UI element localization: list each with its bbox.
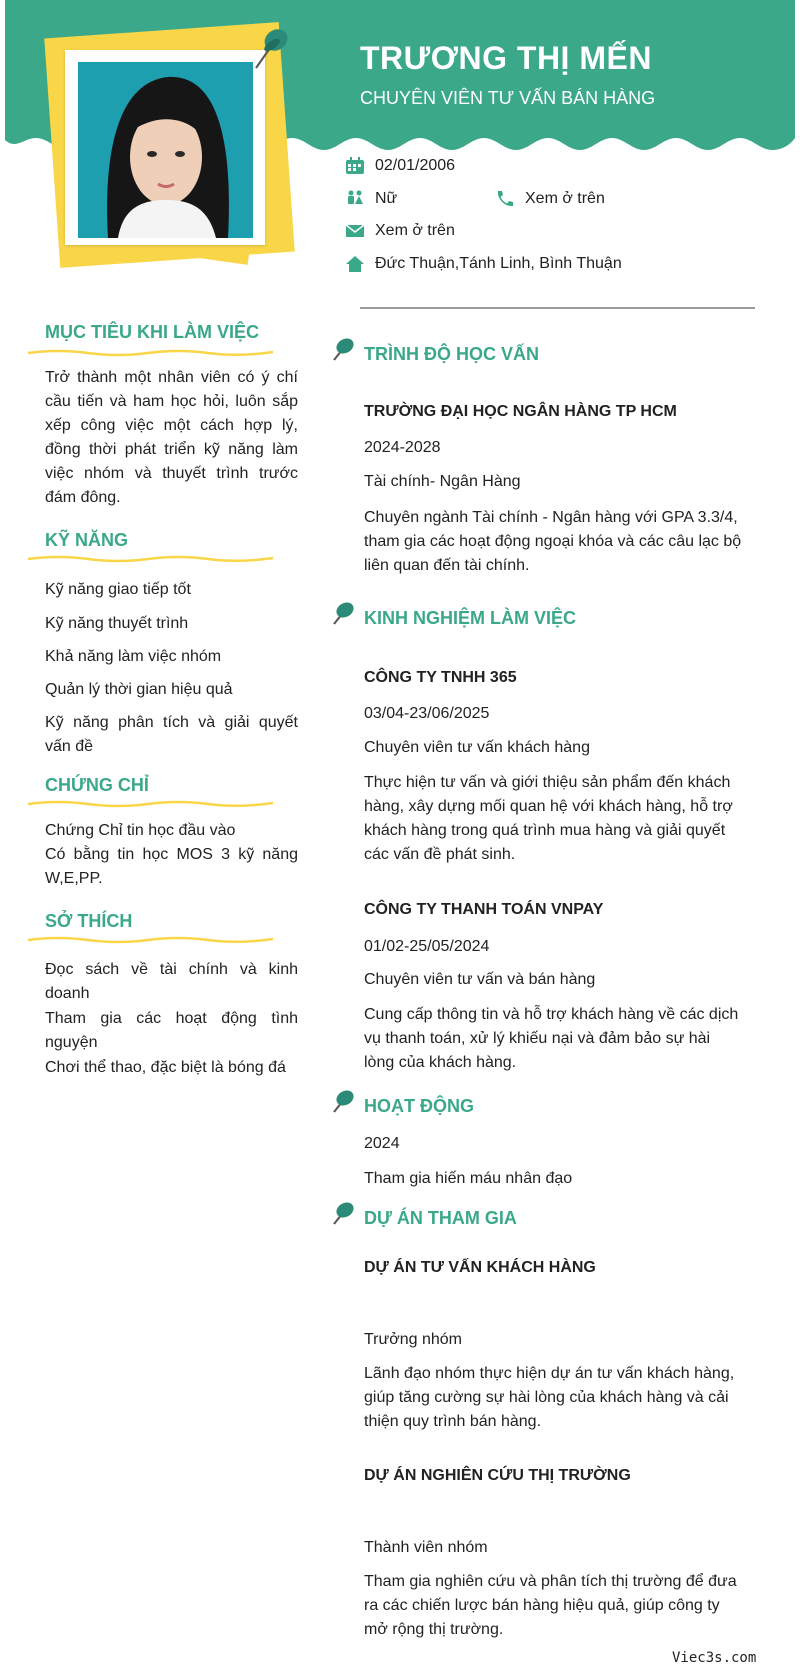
job-role: Chuyên viên tư vấn khách hàng [364,739,590,756]
calendar-icon [345,157,365,175]
profile-photo [78,62,253,238]
job-desc: Cung cấp thông tin và hỗ trợ khách hàng về các dịch vụ thanh toán, xử lý khiếu nại và đảm bảo sự hài lòng của khách hàng. [364,1006,739,1071]
education-desc: Chuyên ngành Tài chính - Ngân hàng với GPA 3.3/4, tham gia các hoạt động ngoại khóa và các câu lạc bộ liên quan đến tài chính. [364,509,742,574]
hobby-item: Chơi thể thao, đặc biệt là bóng đá [45,1059,286,1076]
project-role: Trưởng nhóm [364,1331,462,1348]
email-value: Xem ở trên [375,222,455,239]
email-row [345,222,455,240]
section-underline [28,935,273,945]
job-role: Chuyên viên tư vấn và bán hàng [364,971,596,988]
pushpin-icon [330,600,356,628]
skill-item: Kỹ năng thuyết trình [45,615,189,632]
pushpin-icon [250,24,290,74]
skills-section [45,530,298,551]
phone-value: Xem ở trên [525,190,605,207]
company-name: CÔNG TY THANH TOÁN VNPAY [364,901,604,918]
section-underline [28,348,273,358]
address-value: Đức Thuận,Tánh Linh, Bình Thuận [375,255,622,272]
objective-section [45,322,298,343]
objective-text: Trở thành một nhân viên có ý chí cầu tiến và ham học hỏi, luôn sắp xếp công việc một cách hợp lý, đồng thời phát triển kỹ năng làm việc nhóm và thuyết trình trước đám đông. [45,369,298,506]
gender-icon [345,190,365,208]
job-desc: Thực hiện tư vấn và giới thiệu sản phẩm đến khách hàng, xây dựng mối quan hệ với khách hàng, hỗ trợ khách hàng trong quá trình mua hàng và giải quyết các vấn đề phát sinh. [364,774,733,863]
section-title: KỸ NĂNG [45,530,129,550]
cert-item: Chứng Chỉ tin học đầu vào [45,822,236,839]
section-title: CHỨNG CHỈ [45,775,149,795]
project-name: DỰ ÁN TƯ VẤN KHÁCH HÀNG [364,1259,596,1276]
hobbies-section [45,911,298,932]
skill-item: Quản lý thời gian hiệu quả [45,681,233,698]
section-title: TRÌNH ĐỘ HỌC VẤN [364,344,539,364]
certs-section [45,775,298,796]
education-period: 2024-2028 [364,439,441,456]
project-name: DỰ ÁN NGHIÊN CỨU THỊ TRƯỜNG [364,1467,631,1484]
info-divider [360,307,755,309]
activity-year: 2024 [364,1135,400,1152]
phone-row [495,190,605,208]
pushpin-icon [330,336,356,364]
section-title: KINH NGHIỆM LÀM VIỆC [364,608,577,628]
job-period: 01/02-25/05/2024 [364,938,490,955]
project-desc: Lãnh đạo nhóm thực hiện dự án tư vấn khách hàng, giúp tăng cường sự hài lòng của khách hàng và cải thiện quy trình bán hàng. [364,1365,735,1430]
school-name: TRƯỜNG ĐẠI HỌC NGÂN HÀNG TP HCM [364,403,677,420]
section-underline [28,554,273,564]
section-underline [28,799,273,809]
candidate-name: TRƯƠNG THỊ MẾN [360,40,652,76]
gender-row [345,190,397,208]
birthday-row [345,157,455,175]
skill-item: Kỹ năng giao tiếp tốt [45,581,191,598]
project-desc: Tham gia nghiên cứu và phân tích thị trường để đưa ra các chiến lược bán hàng hiệu quả, giúp công ty mở rộng thị trường. [364,1573,737,1638]
phone-icon [495,190,515,208]
education-major: Tài chính- Ngân Hàng [364,473,521,490]
section-title: SỞ THÍCH [45,911,133,931]
birthday-value: 02/01/2006 [375,157,456,174]
hobby-item: Đọc sách về tài chính và kinh doanh [45,961,298,1002]
section-title: HOẠT ĐỘNG [364,1096,474,1116]
pushpin-icon [330,1200,356,1228]
watermark: Viec3s.com [672,1650,757,1666]
skill-item: Kỹ năng phân tích và giải quyết vấn đề [45,714,298,755]
home-icon [345,255,365,273]
address-row [345,255,622,273]
activity-desc: Tham gia hiến máu nhân đạo [364,1170,573,1187]
company-name: CÔNG TY TNHH 365 [364,669,517,686]
email-icon [345,222,365,240]
section-title: DỰ ÁN THAM GIA [364,1208,517,1228]
job-period: 03/04-23/06/2025 [364,705,490,722]
gender-value: Nữ [375,190,398,207]
section-title: MỤC TIÊU KHI LÀM VIỆC [45,322,259,342]
job-title: CHUYÊN VIÊN TƯ VẤN BÁN HÀNG [360,88,656,108]
cert-item: Có bằng tin học MOS 3 kỹ năng W,E,PP. [45,846,298,887]
project-role: Thành viên nhóm [364,1539,488,1556]
skill-item: Khả năng làm việc nhóm [45,648,222,665]
pushpin-icon [330,1088,356,1116]
hobby-item: Tham gia các hoạt động tình nguyện [45,1010,298,1051]
